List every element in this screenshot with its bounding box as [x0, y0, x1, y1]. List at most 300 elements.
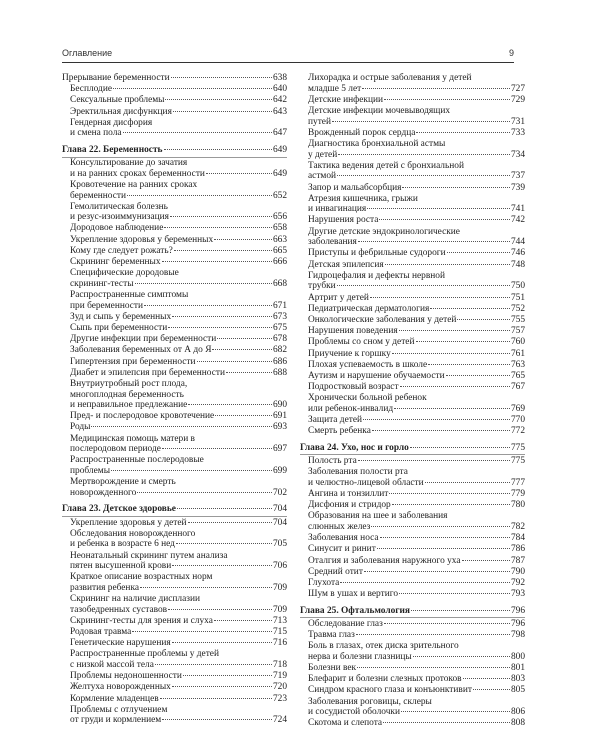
dot-leader	[410, 447, 510, 448]
dot-leader	[140, 587, 272, 588]
toc-line	[70, 202, 287, 213]
toc-line	[70, 400, 287, 411]
dot-leader	[457, 319, 510, 320]
toc-entry-title: Специфические дородовые	[70, 268, 179, 279]
toc-entry-title: проблемы	[70, 466, 110, 477]
dot-leader	[177, 508, 272, 509]
dot-leader	[364, 571, 510, 572]
toc-entry	[62, 422, 287, 433]
toc-line	[70, 705, 287, 716]
toc-entry-title: Синдром красного глаза и конъюнктивит	[308, 685, 472, 696]
toc-page-number: 779	[510, 489, 525, 499]
toc-entry	[300, 215, 525, 226]
dot-leader	[173, 111, 272, 112]
toc-entry-title: Онкологические заболевания у детей	[308, 314, 457, 325]
dot-leader	[164, 149, 272, 150]
toc-page-number: 767	[510, 382, 525, 393]
toc-entry	[62, 202, 287, 223]
toc-entry-title: Пред- и послеродовое кровотечение	[70, 411, 215, 422]
dot-leader	[214, 620, 272, 621]
dot-leader	[400, 386, 510, 387]
toc-page-number: 792	[510, 577, 525, 588]
toc-line	[308, 171, 525, 182]
toc-page-number: 642	[272, 95, 287, 106]
toc-line	[308, 281, 525, 292]
toc-entry-title: Кровотечение на ранних сроках	[70, 179, 198, 190]
toc-page-number: 727	[510, 83, 525, 94]
toc-line	[308, 685, 525, 696]
toc-line	[308, 511, 525, 522]
toc-entry	[300, 533, 525, 544]
toc-page-number: 720	[272, 682, 287, 693]
toc-entry-title: или ребенок-инвалид	[308, 403, 394, 414]
toc-entry-title: Тактика ведения детей с бронхиальной	[308, 160, 464, 171]
toc-page-number: 652	[272, 190, 287, 201]
toc-entry	[300, 393, 525, 414]
toc-page-number: 751	[510, 292, 525, 303]
toc-entry-title: младше 5 лет	[308, 83, 362, 94]
dot-leader	[162, 261, 272, 262]
dot-leader	[389, 493, 510, 494]
toc-entry-title: Детские инфекции мочевыводящих	[308, 105, 451, 116]
toc-line	[308, 227, 525, 238]
toc-line	[308, 641, 525, 652]
toc-entry-title: Оталгия и заболевания наружного уха	[308, 555, 461, 566]
toc-line	[308, 106, 525, 117]
toc-entry	[62, 434, 287, 455]
dot-leader	[111, 470, 272, 471]
toc-entry-title: Ангина и тонзиллит	[308, 489, 389, 499]
toc-line	[70, 191, 287, 202]
toc-entry	[62, 312, 287, 323]
toc-line	[308, 315, 525, 326]
toc-entry-title: Кому где следует рожать?	[70, 245, 173, 256]
page-number: 9	[508, 48, 514, 58]
toc-entry	[62, 694, 287, 705]
dot-leader	[380, 537, 510, 538]
toc-line	[70, 616, 287, 627]
toc-line	[308, 293, 525, 304]
toc-entry-title: скрининг-тесты	[70, 278, 134, 289]
toc-entry	[300, 674, 525, 685]
toc-entry-title: Заболевания полости рта	[308, 467, 408, 478]
toc-line	[70, 268, 287, 279]
dot-leader	[367, 208, 510, 209]
toc-line	[70, 444, 287, 455]
toc-line	[308, 426, 525, 437]
toc-page-number: 705	[272, 539, 287, 550]
toc-page-number: 658	[272, 223, 287, 234]
toc-entry-title: Проблемы с отлучением	[70, 704, 168, 715]
dot-leader	[401, 711, 510, 712]
toc-entry	[300, 589, 525, 600]
toc-page-number: 787	[510, 555, 525, 566]
toc-entry	[300, 556, 525, 567]
toc-line	[308, 260, 525, 271]
toc-line	[308, 326, 525, 337]
dot-leader	[372, 430, 510, 431]
toc-entry	[62, 268, 287, 289]
toc-entry	[62, 118, 287, 139]
toc-entry-title: многоплодная беременность	[70, 389, 184, 400]
page-header	[62, 46, 514, 63]
toc-line	[308, 707, 525, 718]
dot-leader	[171, 77, 272, 78]
toc-entry	[300, 260, 525, 271]
dot-leader	[162, 719, 272, 720]
toc-page-number: 724	[272, 715, 287, 726]
toc-line	[308, 500, 525, 511]
toc-entry-title: Распространенные послеродовые	[70, 455, 204, 466]
toc-page-number: 656	[272, 212, 287, 223]
toc-page-number: 793	[510, 589, 525, 600]
toc-entry-title: Боль в глазах, отек диска зрительного	[308, 641, 459, 652]
toc-entry	[300, 382, 525, 393]
toc-page-number: 739	[510, 182, 525, 193]
toc-line	[70, 312, 287, 323]
dot-leader	[425, 482, 510, 483]
toc-line	[308, 161, 525, 172]
toc-entry-title: слюнных желез	[308, 521, 371, 532]
toc-line	[308, 139, 525, 150]
toc-entry-title: Глухота	[308, 577, 340, 588]
dot-leader	[226, 372, 272, 373]
toc-line	[70, 390, 287, 401]
toc-entry-title: Прерывание беременности	[62, 73, 170, 83]
toc-line	[308, 382, 525, 393]
toc-entry	[300, 630, 525, 641]
toc-entry-title: при беременности	[70, 300, 144, 311]
toc-chapter	[300, 606, 525, 619]
toc-entry-title: Генетические нарушения	[70, 638, 171, 649]
toc-line	[308, 674, 525, 685]
toc-line	[70, 180, 287, 191]
dot-leader	[392, 353, 510, 354]
toc-entry	[62, 638, 287, 649]
dot-leader	[174, 250, 272, 251]
toc-entry	[300, 95, 525, 106]
toc-line	[70, 118, 287, 129]
toc-entry-title: Лихорадка и острые заболевания у детей	[308, 73, 472, 83]
toc-line	[308, 544, 525, 555]
toc-page-number: 734	[510, 149, 525, 160]
toc-entry-title: послеродовом периоде	[70, 444, 161, 455]
dot-leader	[170, 216, 272, 217]
toc-entry	[62, 180, 287, 201]
toc-line	[308, 489, 525, 500]
dot-leader	[379, 219, 510, 220]
toc-page-number: 702	[272, 487, 287, 498]
toc-entry-title: Укрепление здоровья у детей	[70, 517, 187, 528]
toc-entry-title: Болезни век	[308, 663, 357, 674]
toc-page-number: 746	[510, 248, 525, 259]
toc-line	[308, 183, 525, 194]
dot-leader	[384, 623, 510, 624]
toc-page-number: 638	[272, 73, 287, 83]
toc-line	[70, 671, 287, 682]
toc-line	[70, 323, 287, 334]
toc-entry-title: Бесплодие	[70, 84, 112, 95]
toc-entry	[62, 246, 287, 257]
toc-line	[70, 455, 287, 466]
dot-leader	[168, 327, 272, 328]
toc-page-number: 691	[272, 411, 287, 422]
toc-page-number: 719	[272, 671, 287, 682]
toc-entry-title: Укрепление здоровья у беременных	[70, 234, 214, 245]
toc-page-number: 673	[272, 311, 287, 322]
toc-entry-title: пятен высушенной крови	[70, 561, 172, 572]
toc-entry-title: Краткое описание возрастных норм	[70, 572, 213, 583]
toc-line	[308, 360, 525, 371]
toc-entry	[300, 139, 525, 160]
toc-entry	[300, 456, 525, 467]
toc-line	[308, 393, 525, 404]
toc-page-number: 704	[272, 517, 287, 528]
toc-entry-title: Гендерная дисфория	[70, 117, 153, 128]
toc-line	[308, 630, 525, 641]
toc-entry	[62, 158, 287, 179]
dot-leader	[206, 173, 272, 174]
toc-line	[308, 652, 525, 663]
dot-leader	[168, 609, 272, 610]
toc-entry	[62, 379, 287, 411]
toc-entry-title: и резус-изоиммунизация	[70, 212, 169, 223]
toc-entry-title: Кормление младенцев	[70, 693, 159, 704]
toc-entry-title: Приступы и фебрильные судороги	[308, 248, 446, 259]
toc-entry	[300, 371, 525, 382]
toc-page-number: 716	[272, 638, 287, 649]
toc-line	[70, 434, 287, 445]
dot-leader	[144, 305, 272, 306]
toc-entry-title: Диабет и эпилепсия при беременности	[70, 367, 225, 378]
toc-entry	[300, 128, 525, 139]
toc-page-number: 796	[510, 618, 525, 629]
toc-line	[70, 411, 287, 422]
toc-entry-title: Аутизм и нарушение обучаемости	[308, 370, 445, 381]
toc-entry	[62, 84, 287, 95]
dot-leader	[91, 426, 271, 427]
toc-line	[308, 578, 525, 589]
toc-entry-title: Детская эпилепсия	[308, 259, 384, 270]
toc-entry	[62, 411, 287, 422]
toc-entry-title: астмой	[308, 171, 337, 182]
toc-entry	[62, 671, 287, 682]
toc-line	[62, 73, 287, 84]
toc-entry-title: Плохая успеваемость в школе	[308, 359, 428, 370]
toc-line	[308, 663, 525, 674]
dot-leader	[183, 675, 272, 676]
toc-page-number: 697	[272, 444, 287, 455]
toc-line	[70, 715, 287, 726]
dot-leader	[383, 722, 510, 723]
toc-page-number: 775	[510, 442, 525, 453]
toc-entry	[300, 567, 525, 578]
dot-leader	[446, 375, 510, 376]
toc-line	[308, 349, 525, 360]
toc-line	[70, 279, 287, 290]
toc-entry-title: Медицинская помощь матери в	[70, 433, 195, 444]
dot-leader	[463, 678, 510, 679]
toc-line	[308, 194, 525, 205]
toc-page-number: 750	[510, 281, 525, 292]
dot-leader	[123, 132, 272, 133]
toc-entry-title: новорожденного	[70, 487, 137, 498]
dot-leader	[340, 582, 510, 583]
toc-page-number: 786	[510, 544, 525, 555]
toc-line	[308, 404, 525, 415]
toc-entry-title: нерва и болезни глазницы	[308, 651, 412, 662]
toc-entry-title: тазобедренных суставов	[70, 604, 168, 615]
toc-page-number: 757	[510, 326, 525, 337]
toc-line	[70, 605, 287, 616]
toc-entry	[300, 315, 525, 326]
toc-entry	[300, 544, 525, 555]
toc-page-number: 752	[510, 303, 525, 314]
toc-page-number: 755	[510, 314, 525, 325]
toc-entry-title: Скрининг беременных	[70, 257, 161, 268]
toc-entry	[300, 248, 525, 259]
toc-entry	[300, 685, 525, 696]
toc-entry-title: беременности	[70, 190, 126, 201]
toc-entry-title: трубки	[308, 281, 336, 292]
dot-leader	[384, 99, 510, 100]
toc-page-number: 668	[272, 278, 287, 289]
dot-leader	[416, 132, 510, 133]
dot-leader	[176, 543, 272, 544]
toc-entry-title: Скрининг на наличие дисплазии	[70, 594, 201, 605]
toc-page-number: 770	[510, 415, 525, 426]
toc-page-number: 729	[510, 94, 525, 105]
toc-entry-title: Детские инфекции	[308, 94, 383, 105]
toc-page-number: 640	[272, 84, 287, 95]
toc-entry-title: путей	[308, 116, 331, 127]
toc-entry	[62, 357, 287, 368]
toc-page-number: 800	[510, 651, 525, 662]
toc-line	[70, 334, 287, 345]
dot-leader	[215, 415, 272, 416]
toc-line	[308, 589, 525, 600]
toc-entry	[300, 194, 525, 215]
toc-page-number: 686	[272, 356, 287, 367]
toc-entry-title: Глава 24. Ухо, нос и горло	[300, 442, 409, 453]
toc-line	[308, 84, 525, 95]
dot-leader	[370, 297, 510, 298]
toc-page-number: 765	[510, 370, 525, 381]
toc-column-right	[300, 73, 525, 730]
toc-line	[70, 539, 287, 550]
dot-leader	[402, 187, 509, 188]
toc-line	[308, 271, 525, 282]
toc-line	[308, 567, 525, 578]
dot-leader	[385, 264, 510, 265]
toc-page-number: 733	[510, 127, 525, 138]
toc-line	[70, 301, 287, 312]
toc-line	[70, 551, 287, 562]
toc-line	[70, 518, 287, 529]
toc-page-number: 665	[272, 245, 287, 256]
toc-line	[308, 248, 525, 259]
toc-line	[70, 169, 287, 180]
toc-line	[70, 529, 287, 540]
toc-page-number: 744	[510, 237, 525, 248]
toc-entry	[300, 326, 525, 337]
toc-entry-title: Запор и мальабсорбция	[308, 182, 402, 193]
toc-entry	[300, 161, 525, 182]
toc-page-number: 699	[272, 466, 287, 477]
toc-entry-title: Заболевания беременных от А до Я	[70, 345, 212, 356]
toc-entry-title: заболевания	[308, 237, 357, 248]
dot-leader	[430, 308, 510, 309]
toc-entry-title: Диагностика бронхиальной астмы	[308, 138, 446, 149]
toc-entry	[300, 489, 525, 500]
toc-entry	[300, 500, 525, 511]
toc-entry	[62, 572, 287, 593]
toc-page-number: 798	[510, 630, 525, 641]
dot-leader	[394, 408, 510, 409]
toc-entry	[300, 511, 525, 532]
toc-entry	[300, 426, 525, 437]
toc-line	[70, 95, 287, 106]
toc-line	[308, 117, 525, 128]
toc-entry-title: Дисфония и стридор	[308, 500, 391, 511]
toc-line	[70, 583, 287, 594]
toc-line	[308, 718, 525, 729]
toc-line	[308, 371, 525, 382]
dot-leader	[416, 341, 510, 342]
dot-leader	[392, 504, 510, 505]
toc-entry-title: Роды	[70, 422, 91, 433]
dot-leader	[338, 154, 510, 155]
toc-line	[70, 158, 287, 169]
toc-entry-title: Эректильная дисфункция	[70, 106, 172, 117]
toc-page-number: 796	[510, 605, 525, 616]
toc-page-number: 737	[510, 171, 525, 182]
toc-entry-title: Смерть ребенка	[308, 426, 371, 437]
toc-line	[70, 649, 287, 660]
toc-line	[70, 257, 287, 268]
toc-entry	[62, 323, 287, 334]
toc-page-number: 690	[272, 400, 287, 411]
toc-entry	[300, 663, 525, 674]
dot-leader	[411, 610, 510, 611]
toc-entry	[62, 290, 287, 311]
toc-entry-title: Гипертензия при беременности	[70, 356, 196, 367]
toc-entry-title: Подростковый возраст	[308, 382, 399, 393]
toc-line	[308, 533, 525, 544]
toc-entry-title: Нарушения поведения	[308, 326, 398, 337]
toc-entry	[62, 518, 287, 529]
toc-entry-title: Родовая травма	[70, 627, 132, 638]
toc-entry-title: Полость рта	[308, 456, 357, 467]
toc-entry-title: Другие детские эндокринологические	[308, 226, 460, 237]
toc-line	[70, 235, 287, 246]
toc-line	[308, 237, 525, 248]
toc-line	[70, 212, 287, 223]
toc-page-number: 713	[272, 615, 287, 626]
dot-leader	[413, 656, 510, 657]
toc-entry-title: и на ранних сроках беременности	[70, 168, 205, 179]
toc-line	[70, 477, 287, 488]
toc-line	[70, 107, 287, 118]
toc-page-number: 790	[510, 566, 525, 577]
toc-entry-title: Гемолитическая болезнь	[70, 201, 168, 212]
toc-line	[308, 73, 525, 84]
toc-line	[308, 128, 525, 139]
toc-line	[308, 522, 525, 533]
toc-entry-title: Шум в ушах и вертиго	[308, 589, 399, 600]
toc-entry	[62, 616, 287, 627]
toc-page-number: 706	[272, 561, 287, 572]
